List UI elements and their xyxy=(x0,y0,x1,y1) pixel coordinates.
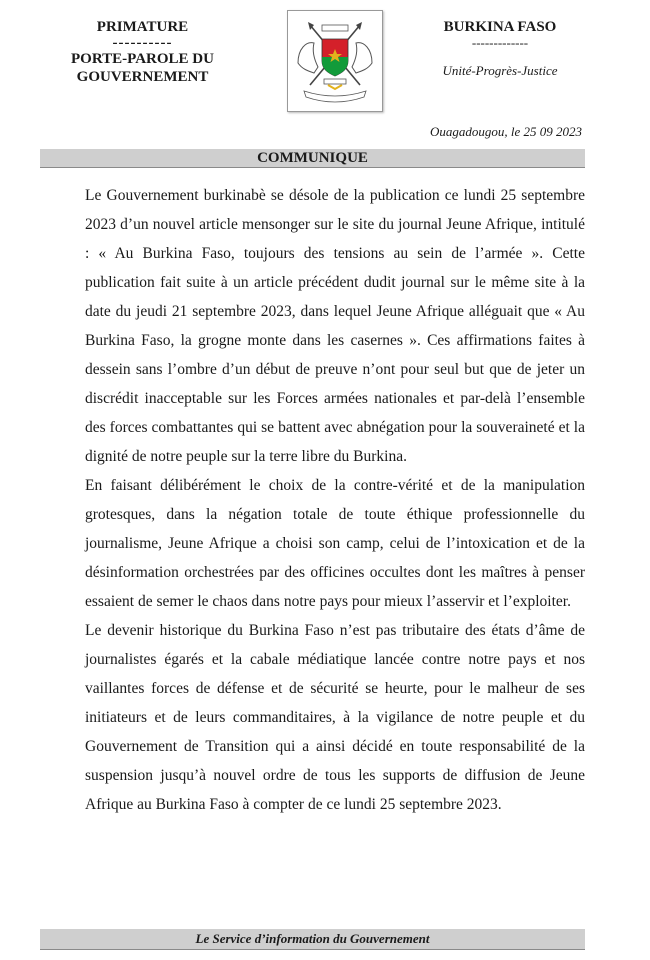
document-title: COMMUNIQUE xyxy=(40,149,585,168)
document-date: Ouagadougou, le 25 09 2023 xyxy=(429,124,582,139)
country-header xyxy=(415,18,585,80)
national-motto: Unité-Progrès-Justice xyxy=(442,63,558,78)
issuer-line-primature: PRIMATURE xyxy=(96,19,189,35)
body-paragraph-1: Le Gouvernement burkinabè se désole de la publication ce lundi 25 septembre 2023 d’un nouvel article mensonger sur le site du journal Jeune Afrique, intitulé : « Au Burkina Faso, toujours des tensions au sein de l’armée ». Cette publication fait suite à un article précédent dudit journal sur le même site à la date du jeudi 21 septembre 2023, dans lequel Jeune Afrique alléguait que « Au Burkina Faso, la grogne monte dans les casernes ». Ces affirmations faites à dessein sans l’ombre d’un début de preuve n’ont pour seul but que de jeter un discrédit inacceptable sur les Forces armées nationales et par-delà l’ensemble des forces combattantes qui se battent avec abnégation pour la souveraineté et la dignité de notre peuple sur la terre libre du Burkina. xyxy=(85,187,585,465)
issuer-separator: ---------- xyxy=(112,35,173,51)
coat-of-arms-icon xyxy=(287,10,383,112)
country-separator: ------------- xyxy=(471,35,529,50)
issuer-header xyxy=(40,18,245,86)
communique-body xyxy=(85,181,585,819)
body-paragraph-3: Le devenir historique du Burkina Faso n’est pas tributaire des états d’âme de journalistes égarés et la cabale médiatique lancée contre notre pays et nos vaillantes forces de défense et de sécurité se heurte, pour le malheur de ses initiateurs et de leurs commanditaires, à la vigilance de notre peuple et du Gouvernement de Transition qui a ainsi décidé en toute responsabilité de la suspension jusqu’à nouvel ordre de tous les supports de diffusion de Jeune Afrique au Burkina Faso à compter de ce lundi 25 septembre 2023. xyxy=(85,622,585,813)
issuer-line-gouvernement: GOUVERNEMENT xyxy=(76,69,209,85)
issuer-line-porte-parole: PORTE-PAROLE DU xyxy=(71,51,214,67)
country-name: BURKINA FASO xyxy=(443,19,557,35)
document-signature: Le Service d’information du Gouvernement xyxy=(40,929,585,950)
body-paragraph-2: En faisant délibérément le choix de la contre-vérité et de la manipulation grotesques, dans la négation totale de toute éthique professionnelle du journalisme, Jeune Afrique a choisi son camp, celui de l’intoxication et de la désinformation orchestrées par des officines occultes dont les maîtres à penser essaient de semer le chaos dans notre pays pour mieux l’asservir et l’exploiter. xyxy=(85,477,585,610)
